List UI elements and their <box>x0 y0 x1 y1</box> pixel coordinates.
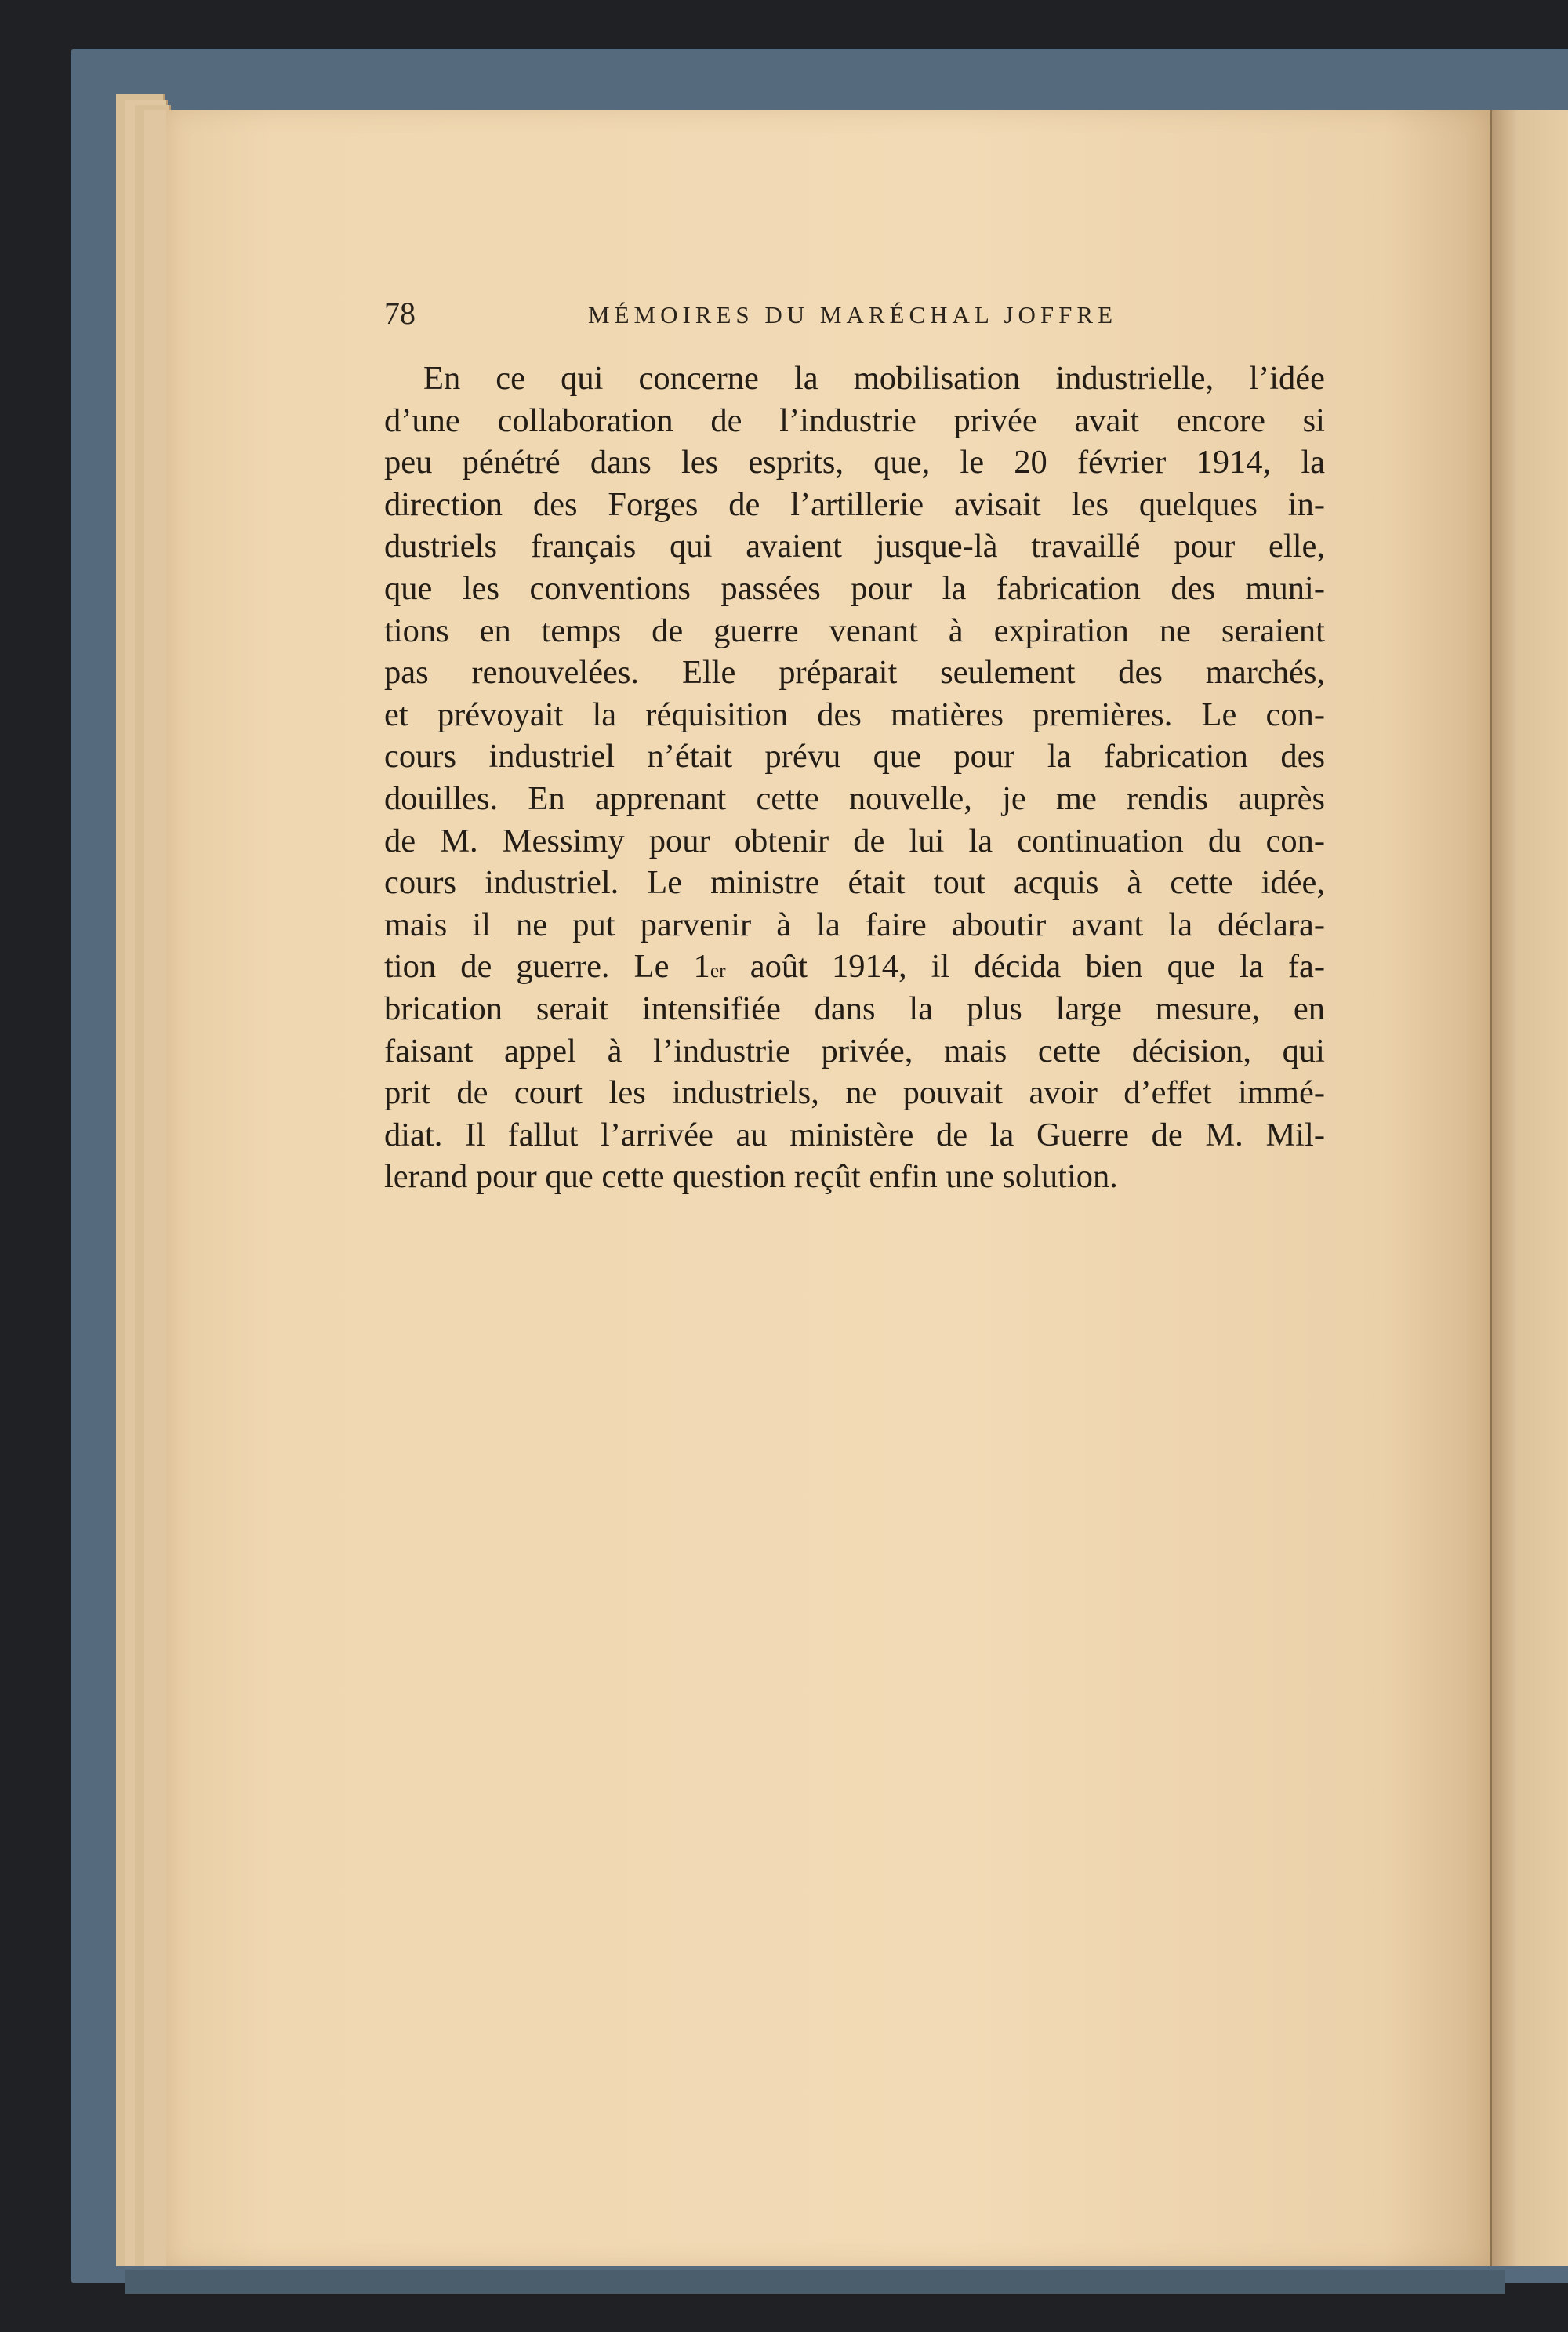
book-cover-edge <box>125 2270 1505 2294</box>
text-line: et prévoyait la réquisition des matières premières. Le con- <box>384 696 1325 733</box>
text-line: cours industriel n’était prévu que pour la fabrication des <box>384 738 1325 776</box>
text-line: que les conventions passées pour la fabrication des muni- <box>384 569 1325 607</box>
text-line: faisant appel à l’industrie privée, mais cette décision, qui <box>384 1032 1325 1070</box>
text-line: lerand pour que cette question reçût enfin une solution. <box>384 1158 1118 1196</box>
text-line: douilles. En apprenant cette nouvelle, je me rendis auprès <box>384 779 1325 817</box>
running-head <box>384 295 1325 334</box>
text-line: pas renouvelées. Elle préparait seulement des marchés, <box>384 654 1325 692</box>
text-line: dustriels français qui avaient jusque-là travaillé pour elle, <box>384 528 1325 565</box>
page-number: 78 <box>384 296 416 331</box>
binding-line <box>1490 110 1492 2266</box>
text-line: de M. Messimy pour obtenir de lui la continuation du con- <box>384 822 1325 859</box>
text-line: diat. Il fallut l’arrivée au ministère de la Guerre de M. Mil- <box>384 1116 1325 1153</box>
text-line: brication serait intensifiée dans la plus large mesure, en <box>384 990 1325 1027</box>
text-line: prit de court les industriels, ne pouvait avoir d’effet immé- <box>384 1074 1325 1112</box>
text-line: cours industriel. Le ministre était tout acquis à cette idée, <box>384 864 1325 902</box>
text-line: En ce qui concerne la mobilisation industrielle, l’idée <box>423 360 1325 397</box>
body-paragraph <box>384 358 1325 1198</box>
text-line: d’une collaboration de l’industrie privée avait encore si <box>384 401 1325 439</box>
facing-page-gutter <box>1490 110 1568 2266</box>
superscript: er <box>710 959 726 983</box>
text-line: tions en temps de guerre venant à expiration ne seraient <box>384 612 1325 649</box>
text-line: tion de guerre. Le 1er août 1914, il décida bien que la fa- <box>384 948 1325 986</box>
text-line: direction des Forges de l’artillerie avisait les quelques in- <box>384 485 1325 523</box>
running-title: MÉMOIRES DU MARÉCHAL JOFFRE <box>588 301 1117 329</box>
text-line: mais il ne put parvenir à la faire aboutir avant la déclara- <box>384 906 1325 943</box>
text-line: peu pénétré dans les esprits, que, le 20 février 1914, la <box>384 444 1325 481</box>
